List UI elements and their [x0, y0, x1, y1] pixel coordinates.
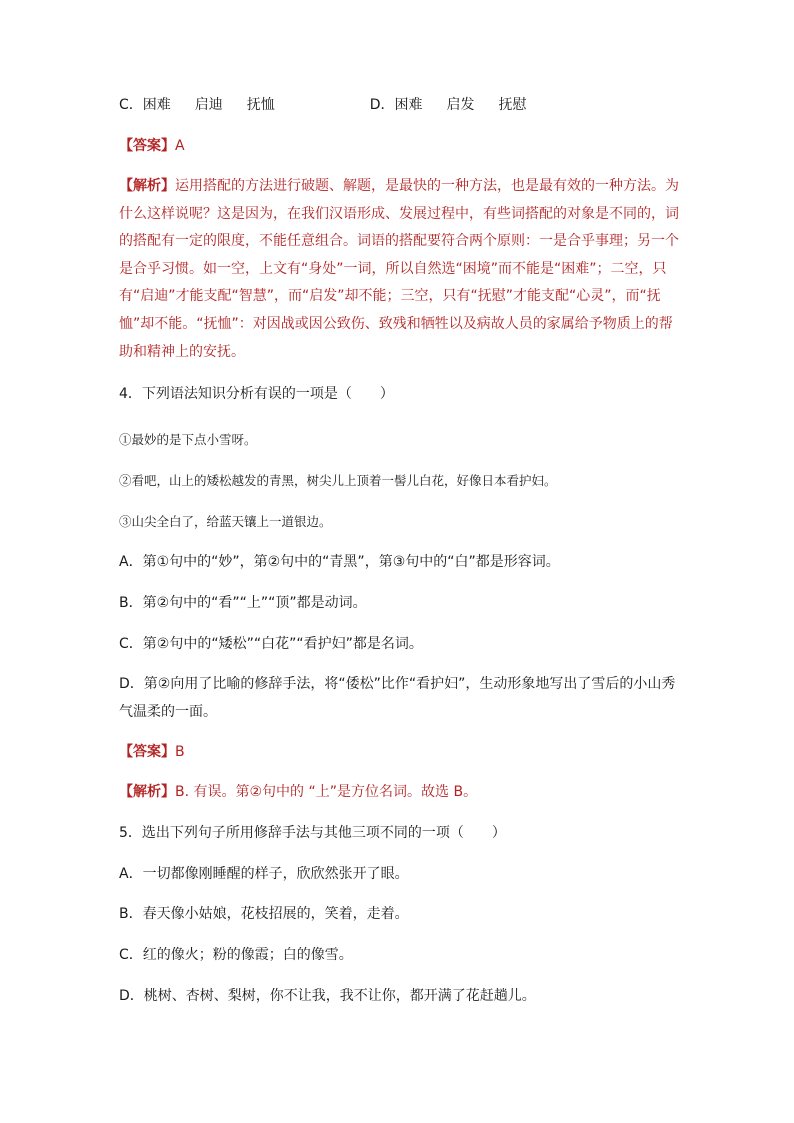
q4-option-c: C．第②句中的“矮松”“白花”“看护妇”都是名词。	[119, 636, 423, 652]
q3-option-c: C．困难 启迪 抚恤	[119, 97, 275, 113]
q5-option-a: A．一切都像刚睡醒的样子，欣欣然张开了眼。	[119, 866, 409, 882]
q4-option-a: A．第①句中的“妙”，第②句中的“青黑”，第③句中的“白”都是形容词。	[119, 554, 560, 570]
q5-option-b: B．春天像小姑娘，花枝招展的，笑着，走着。	[119, 906, 409, 922]
q4-sentence-1: ①最妙的是下点小雪呀。	[119, 432, 257, 447]
q4-answer: 【答案】B	[119, 744, 185, 760]
q3-option-d: D．困难 启发 抚慰	[369, 97, 527, 113]
q4-option-b: B．第②句中的“看”“上”“顶”都是动词。	[119, 595, 367, 611]
q4-option-d: D．第②向用了比喻的修辞手法，将“倭松”比作“看护妇”，生动形象地写出了雪后的小山秀气温柔的一面。	[119, 676, 676, 720]
q3-options-row	[119, 96, 526, 114]
q4-sentence-2: ②看吧，山上的矮松越发的青黑，树尖儿上顶着一髻儿白花，好像日本看护妇。	[119, 473, 557, 488]
q4-question: 4．下列语法知识分析有误的一项是（ ）	[119, 386, 394, 402]
q3-analysis: 【解析】运用搭配的方法进行破题、解题，是最快的一种方法，也是最有效的一种方法。为什么这样说呢？这是因为，在我们汉语形成、发展过程中，有些词搭配的对象是不同的，词的搭配有一定的限度，不能任意组合。词语的搭配要符合两个原则：一是合乎事理；另一个是合乎习惯。如一空，上文有“身处”一词，所以自然选“困境”而不能是“困难”；二空，只有“启迪”才能支配“智慧”，而“启发”却不能；三空，只有“抚慰”才能支配“心灵”，而“抚恤”却不能。“抚恤”：对因战或因公致伤、致残和牺牲以及病故人员的家属给予物质上的帮助和精神上的安抚。	[119, 178, 679, 360]
q5-option-c: C．红的像火；粉的像霞；白的像雪。	[119, 947, 353, 963]
q3-answer: 【答案】A	[119, 138, 185, 154]
q4-sentence-3: ③山尖全白了，给蓝天镶上一道银边。	[119, 514, 332, 529]
q5-question: 5．选出下列句子所用修辞手法与其他三项不同的一项（ ）	[119, 825, 506, 841]
q4-analysis: 【解析】B. 有误。第②句中的 “上”是方位名词。故选 B。	[119, 784, 478, 800]
q5-option-d: D．桃树、杏树、梨树，你不让我，我不让你，都开满了花赶趟儿。	[119, 988, 536, 1004]
